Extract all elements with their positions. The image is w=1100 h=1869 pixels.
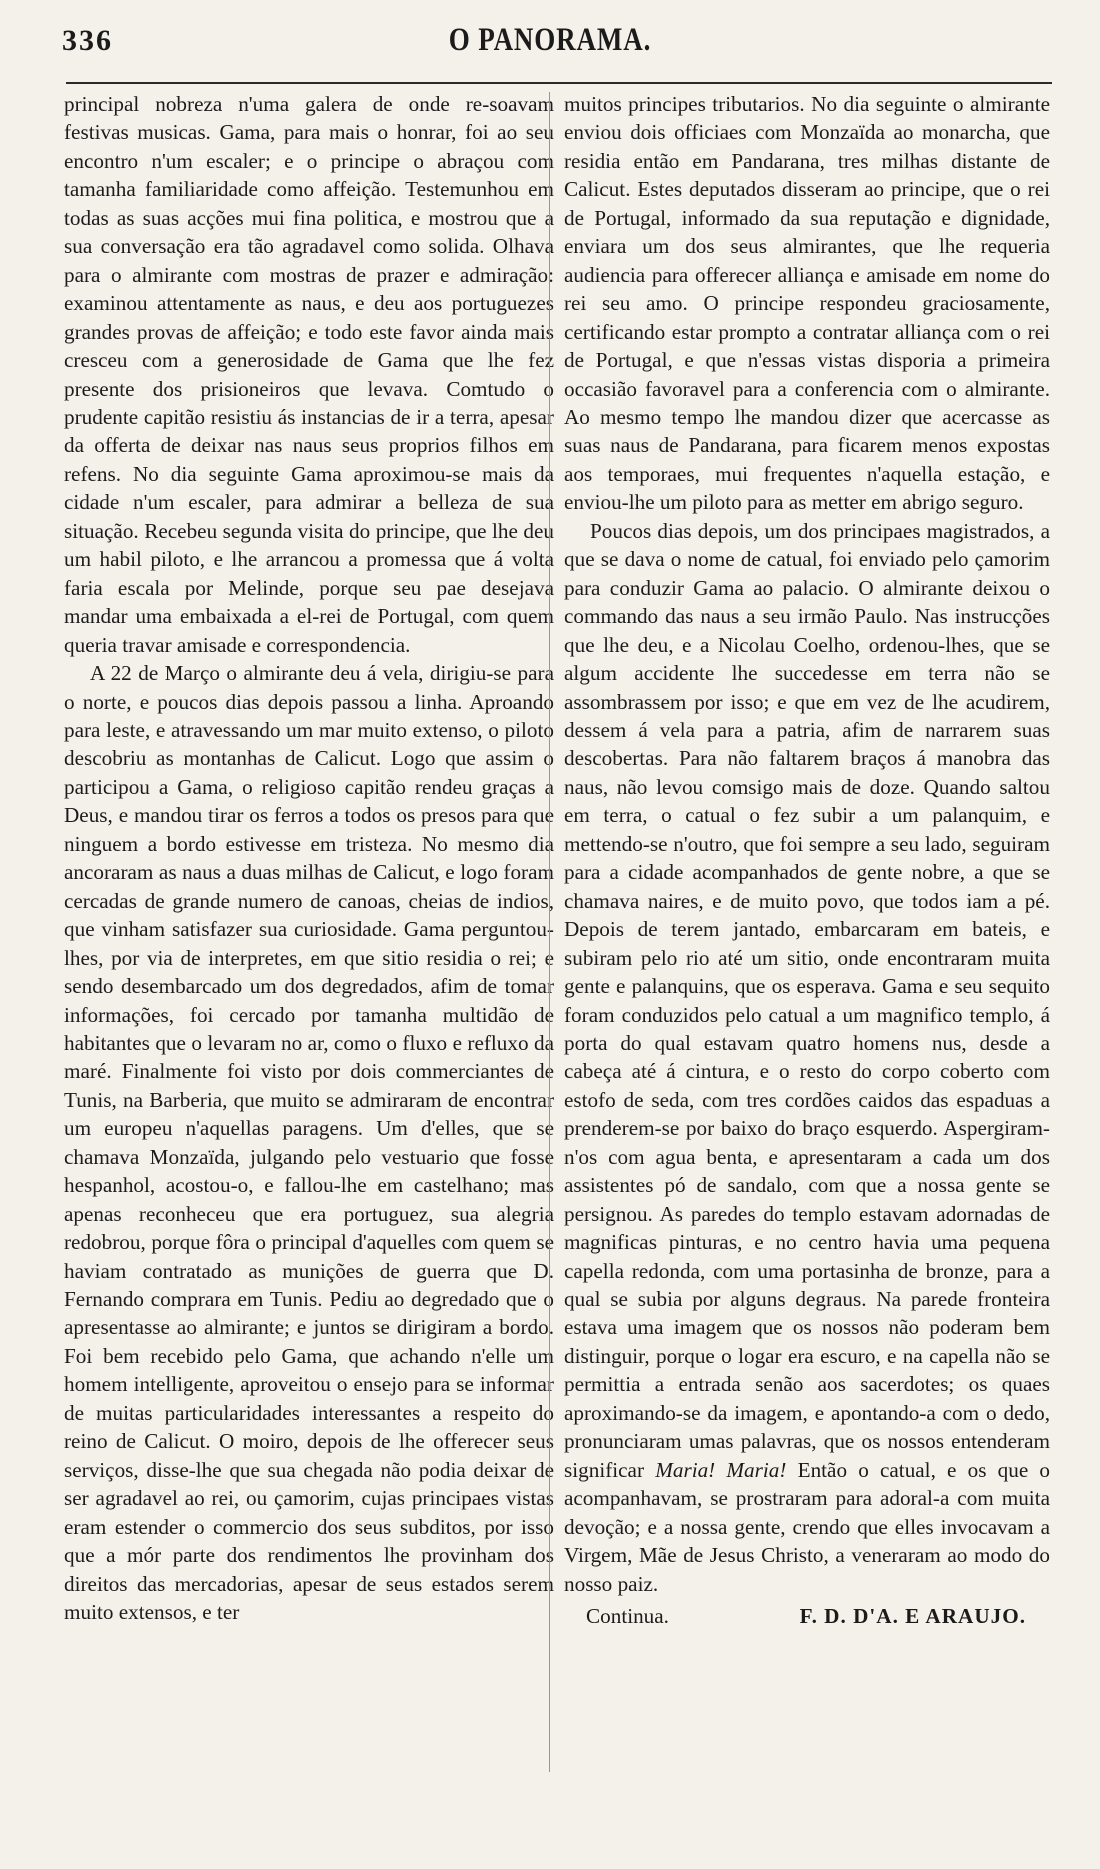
continua-note: Continua.: [586, 1604, 669, 1629]
right-paragraph-2: [564, 517, 1050, 1598]
journal-title: O PANORAMA.: [448, 22, 652, 58]
column-divider: [549, 92, 550, 1772]
header-rule: [66, 82, 1052, 84]
right-paragraph-2-end: Então o catual, e os que o acompanhavam, se prostraram para adoral-a com muita devoção; e a nossa gente, crendo que elles invocavam a Virgem, Mãe de Jesus Christo, a veneraram ao modo do nosso paiz.: [564, 1457, 1051, 1596]
left-column: [64, 90, 554, 1626]
left-paragraph-2: A 22 de Março o almirante deu á vela, dirigiu-se para o norte, e poucos dias depois passou a linha. Aproando para leste, e atravessando um mar muito extenso, o piloto descobriu as montanhas de Calicut. Logo que assim o participou a Gama, o religioso capitão rendeu graças a Deus, e mandou tirar os ferros a todos os presos para que ninguem a bordo estivesse em tristeza. No mesmo dia ancoraram as naus a duas milhas de Calicut, e logo foram cercadas de grande numero de canoas, cheias de indios, que vinham satisfazer sua curiosidade. Gama perguntou-lhes, por via de interpretes, em que sitio residia o rei; e sendo desembarcado um dos degredados, afim de tomar informações, foi cercado por tamanha multidão de habitantes que o levaram no ar, como o fluxo e refluxo da maré. Finalmente foi visto por dois commerciantes de Tunis, na Barberia, que muito se admiraram de encontrar um europeu n'aquellas paragens. Um d'elles, que se chamava Monzaïda, julgando pelo vestuario que fosse hespanhol, acostou-o, e fallou-lhe em castelhano; mas apenas reconheceu que era portuguez, sua alegria redobrou, porque fôra o principal d'aquelles com quem se haviam contratado as munições de guerra que D. Fernando comprara em Tunis. Pediu ao degredado que o apresentasse ao almirante; e juntos se dirigiram a bordo. Foi bem recebido pelo Gama, que achando n'elle um homem intelligente, aproveitou o ensejo para se informar de muitas particularidades interessantes a respeito do reino de Calicut. O moiro, depois de lhe offerecer seus serviços, disse-lhe que sua chegada não podia deixar de ser agradavel ao rei, ou çamorim, cujas principaes vistas eram estender o commercio dos seus subditos, por isso que a mór parte dos rendimentos lhe provinham dos direitos das mercadorias, apesar de seus estados serem muito extensos, e ter: [64, 661, 554, 1625]
signoff: [564, 1602, 1050, 1632]
author-signature: F. D. D'A. E ARAUJO.: [799, 1604, 1026, 1629]
maria-exclamation: Maria! Maria!: [655, 1457, 787, 1482]
page-header: [62, 18, 1038, 68]
right-column: [564, 90, 1050, 1632]
right-paragraph-2-text: Poucos dias depois, um dos principaes magistrados, a que se dava o nome de catual, foi enviado pelo çamorim para conduzir Gama ao palacio. O almirante deixou o commando das naus a seu irmão Paulo. Nas instrucções que lhe deu, e a Nicolau Coelho, ordenou-lhes, que se algum accidente lhe succedesse em terra não se assombrassem por isso; e que em vez de lhe acudirem, dessem á vela para a patria, afim de narrarem suas descobertas. Para não faltarem braços á manobra das naus, não levou comsigo mais de doze. Quando saltou em terra, o catual o fez subir a um palanquim, e mettendo-se n'outro, que foi sempre a seu lado, seguiram para a cidade acompanhados de gente nobre, a que se chamava naires, e de muito povo, que todos iam a pé. Depois de terem jantado, embarcaram em bateis, e subiram pelo rio até um sitio, onde encontraram muita gente e palanquins, que os esperava. Gama e seu sequito foram conduzidos pelo catual a um magnifico templo, á porta do qual estavam quatro homens nus, desde a cabeça até á cintura, e o resto do corpo coberto com estofo de seda, com tres cordões caidos das espaduas a prenderem-se por baixo do braço esquerdo. Aspergiram-n'os com agua benta, e apresentaram a cada um dos assistentes pó de sandalo, com que a nossa gente se persignou. As paredes do templo estavam adornadas de magnificas pinturas, e no centro havia uma pequena capella redonda, com uma portasinha de bronze, para a qual se subia por alguns degraus. Na parede fronteira estava uma imagem que os nossos não poderam bem distinguir, porque o logar era escuro, e na capella não se permittia a entrada senão aos sacerdotes; os quaes aproximando-se da imagem, e apontando-a com o dedo, pronunciaram umas palavras, que os nossos entenderam significar: [564, 518, 1050, 1482]
left-paragraph-1: principal nobreza n'uma galera de onde re-soavam festivas musicas. Gama, para mais o honrar, foi ao seu encontro n'um escaler; e o principe o abraçou com tamanha familiaridade como affeição. Testemunhou em todas as suas acções mui fina politica, e mostrou que a sua conversação era tão agradavel como solida. Olhava para o almirante com mostras de prazer e admiração: examinou attentamente as naus, e deu aos portuguezes grandes provas de affeição; e todo este favor ainda mais cresceu com a generosidade de Gama que lhe fez presente dos prisioneiros que levava. Comtudo o prudente capitão resistiu ás instancias de ir a terra, apesar da offerta de deixar nas naus seus proprios filhos em refens. No dia seguinte Gama aproximou-se mais da cidade n'um escaler, para admirar a belleza de sua situação. Recebeu segunda visita do principe, que lhe deu um habil piloto, e lhe arrancou a promessa que á volta faria escala por Melinde, porque seu pae desejava mandar uma embaixada a el-rei de Portugal, com quem queria travar amisade e correspondencia.: [64, 92, 554, 657]
page-number: 336: [62, 24, 113, 57]
right-paragraph-1: muitos principes tributarios. No dia seguinte o almirante enviou dois officiaes com Monzaïda ao monarcha, que residia então em Pandarana, tres milhas distante de Calicut. Estes deputados disseram ao principe, que o rei de Portugal, informado da sua reputação e dignidade, enviara um dos seus almirantes, que lhe requeria audiencia para offerecer alliança e amisade em nome do rei seu amo. O principe respondeu graciosamente, certificando estar prompto a contratar alliança com o rei de Portugal, e que n'essas vistas disporia a primeira occasião favoravel para a conferencia com o almirante. Ao mesmo tempo lhe mandou dizer que acercasse as suas naus de Pandarana, para ficarem menos expostas aos temporaes, mui frequentes n'aquella estação, e enviou-lhe um piloto para as metter em abrigo seguro.: [564, 92, 1050, 515]
